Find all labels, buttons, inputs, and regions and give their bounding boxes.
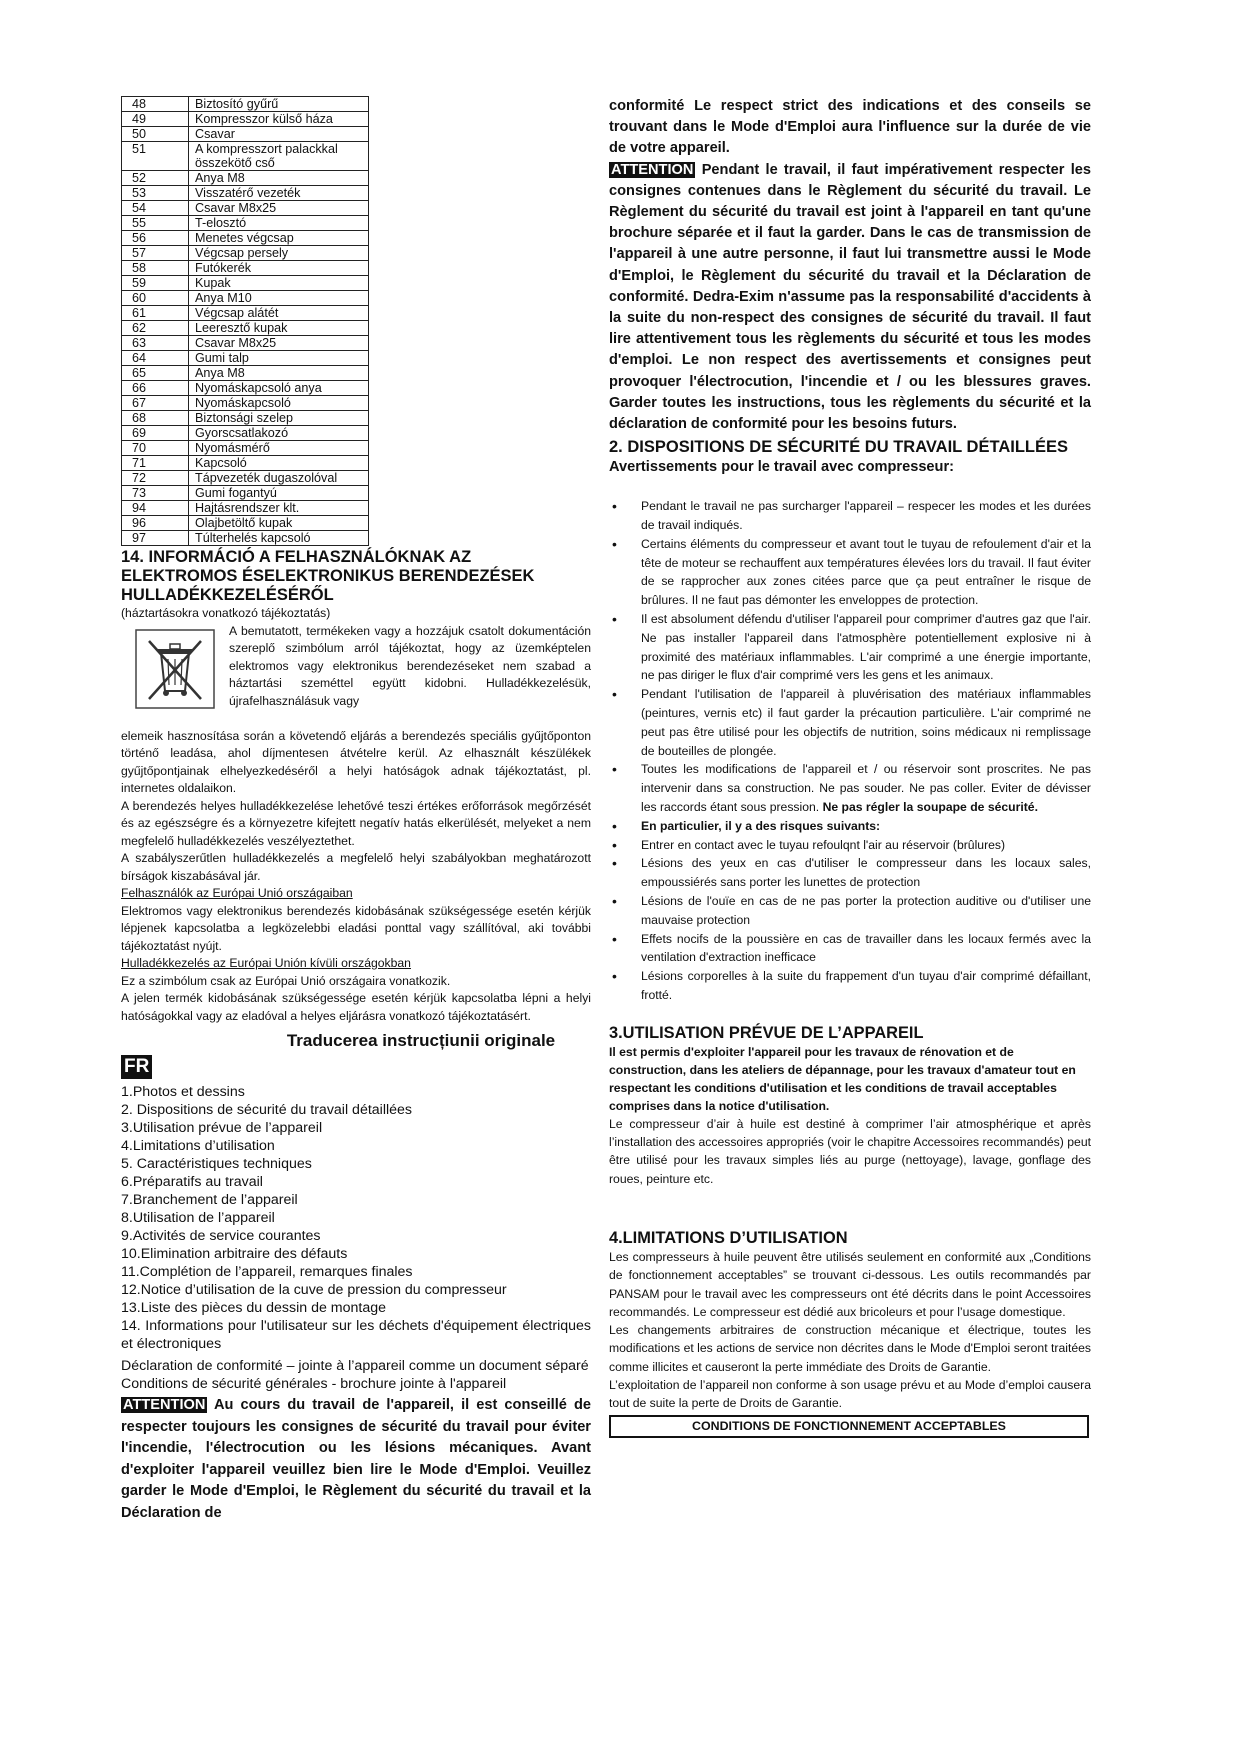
part-name: A kompresszort palackkal összekötő cső xyxy=(189,142,369,171)
list-item xyxy=(609,685,1091,760)
table-row xyxy=(122,201,369,216)
toc-item: 6.Préparatifs au travail xyxy=(121,1174,263,1190)
section-4-p3: L’exploitation de l’appareil non conforme à son usage prévu et au Mode d’emploi causera tout de suite la perte de Droits de Garantie. xyxy=(609,1378,1091,1411)
attention-paragraph-2 xyxy=(609,160,1091,436)
eu-text: Elektromos vagy elektronikus berendezés kidobásának szükségessége esetén kérjük lépjenek kapcsolatba a legközelebbi eladási ponttal vagy szállítóval, aki további tájékoztatást nyújt. xyxy=(121,903,591,953)
part-number: 57 xyxy=(122,246,189,261)
toc-item: 8.Utilisation de l’appareil xyxy=(121,1210,275,1226)
toc-item: 1.Photos et dessins xyxy=(121,1084,245,1100)
crossed-bin-icon xyxy=(135,629,215,709)
weee-p2: A berendezés helyes hulladékkezelése lehetővé teszi értékes erőforrások megőrzését és az egészségre és a környezetre kifejtett negatív hatás elkerülését, melyeket a nem megfelelő hulladékkezelés veszélyeztethet. xyxy=(121,798,591,848)
part-name: Tápvezeték dugaszolóval xyxy=(189,471,369,486)
attention-label: ATTENTION xyxy=(611,161,694,178)
part-name: Futókerék xyxy=(189,261,369,276)
part-number: 54 xyxy=(122,201,189,216)
list-item xyxy=(609,892,1091,930)
toc-item: 7.Branchement de l’appareil xyxy=(121,1192,298,1208)
section-14-heading: 14. INFORMÁCIÓ A FELHASZNÁLÓKNAK AZ ELEKTROMOS ÉSELEKTRONIKUS BERENDEZÉSEK HULLADÉKKEZELÉSÉRŐL xyxy=(121,548,535,604)
right-column xyxy=(609,96,1091,1438)
table-row xyxy=(122,261,369,276)
table-row xyxy=(122,531,369,546)
part-name: Túlterhelés kapcsoló xyxy=(189,531,369,546)
declaration-line: Déclaration de conformité – jointe à l’appareil comme un document séparé xyxy=(121,1358,589,1374)
list-item xyxy=(609,497,1091,535)
part-number: 48 xyxy=(122,97,189,112)
attention-text-1: Au cours du travail de l'appareil, il est conseillé de respecter toujours les consignes de sécurité du travail pour éviter l'incendie, l'électrocution ou les lésions mécaniques. Avant d'exploiter l'appareil veuillez bien lire le Mode d'Emploi. Veuillez garder le Mode d'Emploi, le Règlement du sécurité du travail et la Déclaration de xyxy=(121,1397,592,1521)
bullet-text: Effets nocifs de la poussière en cas de travailler dans les locaux fermés avec la ventilation d'extraction inefficace xyxy=(641,931,1091,965)
part-number: 68 xyxy=(122,411,189,426)
noneu-heading: Hulladékkezelés az Európai Unión kívüli országokban xyxy=(121,956,411,970)
part-number: 49 xyxy=(122,112,189,127)
part-number: 55 xyxy=(122,216,189,231)
table-row xyxy=(122,142,369,171)
noneu-text-1: Ez a szimbólum csak az Európai Unió országaira vonatkozik. xyxy=(121,973,451,988)
conditions-line: Conditions de sécurité générales - brochure jointe à l'appareil xyxy=(121,1376,507,1392)
part-number: 53 xyxy=(122,186,189,201)
part-number: 70 xyxy=(122,441,189,456)
part-number: 52 xyxy=(122,171,189,186)
bullet-text: Lésions corporelles à la suite du frappement d'un tuyau d'air comprimé défaillant, frotté. xyxy=(641,969,1091,1002)
list-item xyxy=(609,967,1091,1005)
left-column xyxy=(121,96,591,1524)
eu-heading: Felhasználók az Európai Unió országaiban xyxy=(121,886,353,900)
bullet-bold-text: Ne pas régler la soupape de sécurité. xyxy=(822,800,1038,814)
table-row xyxy=(122,171,369,186)
bullet-bold-text: En particulier, il y a des risques suivants: xyxy=(641,818,881,833)
section-14-subheading: (háztartásokra vonatkozó tájékoztatás) xyxy=(121,606,331,620)
part-name: Nyomáskapcsoló xyxy=(189,396,369,411)
part-number: 69 xyxy=(122,426,189,441)
part-number: 66 xyxy=(122,381,189,396)
toc-item: 5. Caractéristiques techniques xyxy=(121,1156,312,1172)
part-number: 50 xyxy=(122,127,189,142)
part-name: Gumi fogantyú xyxy=(189,486,369,501)
table-row xyxy=(122,411,369,426)
table-row xyxy=(122,441,369,456)
table-row xyxy=(122,501,369,516)
attention-label: ATTENTION xyxy=(123,1397,206,1413)
part-number: 97 xyxy=(122,531,189,546)
attention-paragraph-1 xyxy=(121,1395,591,1524)
section-4-title: 4.LIMITATIONS D’UTILISATION xyxy=(609,1228,848,1247)
section-4-p2: Les changements arbitraires de construction mécanique et électrique, toutes les modifications et les actions de service non décrites dans le Mode d'Emploi seront traitées comme illicites et causeront la perte immédiate des Droits de Garantie. xyxy=(609,1323,1091,1374)
part-name: Csavar xyxy=(189,127,369,142)
table-row xyxy=(122,97,369,112)
part-name: Biztosító gyűrű xyxy=(189,97,369,112)
part-name: Nyomáskapcsoló anya xyxy=(189,381,369,396)
table-row xyxy=(122,186,369,201)
part-number: 67 xyxy=(122,396,189,411)
toc-item: 11.Complétion de l’appareil, remarques finales xyxy=(121,1264,413,1280)
part-name: Nyomásmérő xyxy=(189,441,369,456)
table-row xyxy=(122,396,369,411)
part-number: 73 xyxy=(122,486,189,501)
toc-item: 2. Dispositions de sécurité du travail détaillées xyxy=(121,1102,412,1118)
part-name: Anya M8 xyxy=(189,171,369,186)
parts-table xyxy=(121,96,369,546)
table-row xyxy=(122,306,369,321)
bullet-text: Pendant l'utilisation de l'appareil à pluvérisation des matériaux inflammables (peintures, vernis etc) il faut garder la précaution particulière. L'air comprimé ne peut pas être utilisé pour les objectifs de nutrition, soins médicaux ni remplissage de bouteilles de plongée. xyxy=(641,687,1091,758)
safety-bullet-list xyxy=(609,497,1091,1005)
part-name: Gyorscsatlakozó xyxy=(189,426,369,441)
part-name: Kupak xyxy=(189,276,369,291)
section-3-bold: Il est permis d'exploiter l'appareil pour les travaux de rénovation et de construction, dans les ateliers de dépannage, pour les travaux d'amateur tout en respectant les conditions d'utilisation et les conditions de travail acceptables comprises dans la notice d'utilisation. xyxy=(609,1044,1076,1113)
part-number: 71 xyxy=(122,456,189,471)
part-number: 59 xyxy=(122,276,189,291)
toc-item: 9.Activités de service courantes xyxy=(121,1228,321,1244)
table-row xyxy=(122,246,369,261)
list-item xyxy=(609,854,1091,892)
list-item xyxy=(609,610,1091,685)
bullet-text: Lésions des yeux en cas d'utiliser le compresseur dans les locaux sales, empoussiérés sans porter les lunettes de protection xyxy=(641,856,1091,890)
part-name: Biztonsági szelep xyxy=(189,411,369,426)
table-row xyxy=(122,336,369,351)
list-item xyxy=(609,817,1091,836)
weee-p3: A szabályszerűtlen hulladékkezelés a megfelelő helyi szabályokban meghatározott bírságok kiszabásával jár. xyxy=(121,851,591,883)
part-number: 62 xyxy=(122,321,189,336)
section-3-title: 3.UTILISATION PRÉVUE DE L’APPAREIL xyxy=(609,1023,924,1042)
conditions-box: CONDITIONS DE FONCTIONNEMENT ACCEPTABLES xyxy=(609,1415,1089,1438)
translation-title: Traducerea instrucțiunii originale xyxy=(286,1031,556,1050)
part-number: 72 xyxy=(122,471,189,486)
table-row xyxy=(122,291,369,306)
section-3-text: Le compresseur d’air à huile est destiné à comprimer l’air atmosphérique et après l’installation des accessoires appropriés (voir le chapitre Accessoires recommandés) peut être utilisé pour les travaux simples liés au purge (nettoyage), lavage, gonflage des roues, peinture etc. xyxy=(609,1116,1091,1186)
part-name: Kompresszor külső háza xyxy=(189,112,369,127)
part-number: 94 xyxy=(122,501,189,516)
part-name: Anya M10 xyxy=(189,291,369,306)
weee-text: A bemutatott, termékeken vagy a hozzájuk csatolt dokumentáción szereplő szimbólum arról tájékoztat, hogy az üzemképtelen elektromos vagy elektronikus berendezéseket nem szabad a háztartási szeméttel együtt kidobni. Hulladékkezelésük, újrafelhasználásuk vagy xyxy=(229,623,591,708)
table-row xyxy=(122,381,369,396)
part-number: 63 xyxy=(122,336,189,351)
part-number: 51 xyxy=(122,142,189,171)
part-name: Visszatérő vezeték xyxy=(189,186,369,201)
table-row xyxy=(122,321,369,336)
table-row xyxy=(122,486,369,501)
part-number: 56 xyxy=(122,231,189,246)
bullet-text: Il est absolument défendu d'utiliser l'appareil pour comprimer d'autres gaz que l'air. Ne pas installer l'appareil dans l'atmosphère potentiellement explosive ni à proximité des matériaux inflammables. L'air comprimé a une énergie importante, ne pas diriger le flux d'air comprimé vers les gens et les animaux. xyxy=(641,612,1091,683)
part-number: 64 xyxy=(122,351,189,366)
part-name: Végcsap alátét xyxy=(189,306,369,321)
part-number: 65 xyxy=(122,366,189,381)
part-number: 61 xyxy=(122,306,189,321)
part-name: Kapcsoló xyxy=(189,456,369,471)
attention-text-2: Pendant le travail, il faut impérativement respecter les consignes contenues dans le Règlement du sécurité du travail. Le Règlement du sécurité du travail est joint à l'appareil en tant qu'une brochure séparée et il faut la garder. Dans le cas de transmission de l'appareil à une autre personne, il faut lui transmettre aussi le Mode d'Emploi, le Règlement du sécurité du travail et la Déclaration de conformité. Dedra-Exim n'assume pas la responsabilité d'accidents à la suite du non-respect des consignes de sécurité du travail. Il faut lire attentivement tous les règlements du sécurité et tous les modes d'emploi. Le non respect des avertissements et consignes peut provoquer l'électrocution, l'incendie et / ou les blessures graves. Garder toutes les instructions, tous les règlements du sécurité et la déclaration de conformité pour les besoins futurs. xyxy=(609,161,1091,433)
toc-item: 3.Utilisation prévue de l’appareil xyxy=(121,1120,323,1136)
conformity-intro: conformité Le respect strict des indications et des conseils se trouvant dans le Mode d'Emploi aura l'influence sur la durée de vie de votre appareil. xyxy=(609,98,1091,157)
table-row xyxy=(122,471,369,486)
part-number: 60 xyxy=(122,291,189,306)
part-name: Csavar M8x25 xyxy=(189,336,369,351)
section-2-title: 2. DISPOSITIONS DE SÉCURITÉ DU TRAVAIL DÉTAILLÉES xyxy=(609,438,1068,457)
weee-block xyxy=(121,623,591,728)
table-row xyxy=(122,127,369,142)
toc-item: 10.Elimination arbitraire des défauts xyxy=(121,1246,348,1262)
part-name: Olajbetöltő kupak xyxy=(189,516,369,531)
table-row xyxy=(122,216,369,231)
bullet-text: Entrer en contact avec le tuyau refoulqnt l'air au réservoir (brûlures) xyxy=(641,837,1006,852)
table-row xyxy=(122,276,369,291)
bullet-text: Lésions de l'ouïe en cas de ne pas porter la protection auditive ou d'utiliser une mauvaise protection xyxy=(641,893,1091,927)
noneu-text-2: A jelen termék kidobásának szükségessége esetén kérjük kapcsolatba lépni a helyi hatóságokkal vagy az eladóval a helyes eljárásra vonatkozó tájékoztatásért. xyxy=(121,991,591,1023)
table-row xyxy=(122,426,369,441)
list-item xyxy=(609,760,1091,816)
part-name: Gumi talp xyxy=(189,351,369,366)
language-badge: FR xyxy=(121,1055,152,1079)
toc-item: 4.Limitations d’utilisation xyxy=(121,1138,275,1154)
toc-item: 14. Informations pour l'utilisateur sur les déchets d'équipement électriques et électroniques xyxy=(121,1318,591,1352)
bullet-text: Certains éléments du compresseur et avant tout le tuyau de refoulement d'air et la tête de moteur se rechauffent aux températures élevées lors du travail. Il faut éviter de se rapprocher aux zones citées parce que ça peut entraîner le risque de brûlures. Il ne faut pas démonter les enveloppes de protection. xyxy=(641,536,1091,608)
toc-item: 13.Liste des pièces du dessin de montage xyxy=(121,1300,387,1316)
part-name: T-elosztó xyxy=(189,216,369,231)
table-row xyxy=(122,456,369,471)
section-4-p1: Les compresseurs à huile peuvent être utilisés seulement en conformité aux „Conditions de fonctionnement acceptables” se trouvant ci-dessous. Les outils recommandés par PANSAM pour le travail avec les compresseurs ont été décrits dans le point Accessoires recommandés. Le compresseur est dédié aux bricoleurs et pour l’usage domestique. xyxy=(609,1249,1091,1319)
part-name: Menetes végcsap xyxy=(189,231,369,246)
part-name: Végcsap persely xyxy=(189,246,369,261)
list-item xyxy=(609,836,1091,855)
table-row xyxy=(122,516,369,531)
bullet-text: Toutes les modifications de l'appareil et / ou réservoir sont proscrites. Ne pas intervenir dans sa construction. Ne pas souder. Ne pas coller. Eviter de dévisser les raccords étant sous pression. xyxy=(641,762,1091,814)
part-number: 96 xyxy=(122,516,189,531)
table-row xyxy=(122,231,369,246)
table-of-contents xyxy=(121,1083,591,1393)
weee-text-cont: elemeik hasznosítása során a követendő eljárás a berendezés speciális gyűjtőponton történő leadása, ahol díjmentesen átvételre kerül. Az elhasznált készülékek gyűjtőpontjainak elhelyezkedéséről a helyi hatóságok adnak tájékoztatást, pl. internetes oldalaikon. xyxy=(121,728,591,795)
list-item xyxy=(609,535,1091,610)
part-name: Csavar M8x25 xyxy=(189,201,369,216)
list-item xyxy=(609,930,1091,968)
part-name: Leeresztő kupak xyxy=(189,321,369,336)
part-name: Anya M8 xyxy=(189,366,369,381)
table-row xyxy=(122,112,369,127)
part-number: 58 xyxy=(122,261,189,276)
table-row xyxy=(122,351,369,366)
toc-item: 12.Notice d’utilisation de la cuve de pression du compresseur xyxy=(121,1282,507,1298)
section-2-subtitle: Avertissements pour le travail avec compresseur: xyxy=(609,459,955,476)
part-name: Hajtásrendszer klt. xyxy=(189,501,369,516)
table-row xyxy=(122,366,369,381)
bullet-text: Pendant le travail ne pas surcharger l'appareil – respecer les modes et les durées de travail indiqués. xyxy=(641,499,1091,533)
